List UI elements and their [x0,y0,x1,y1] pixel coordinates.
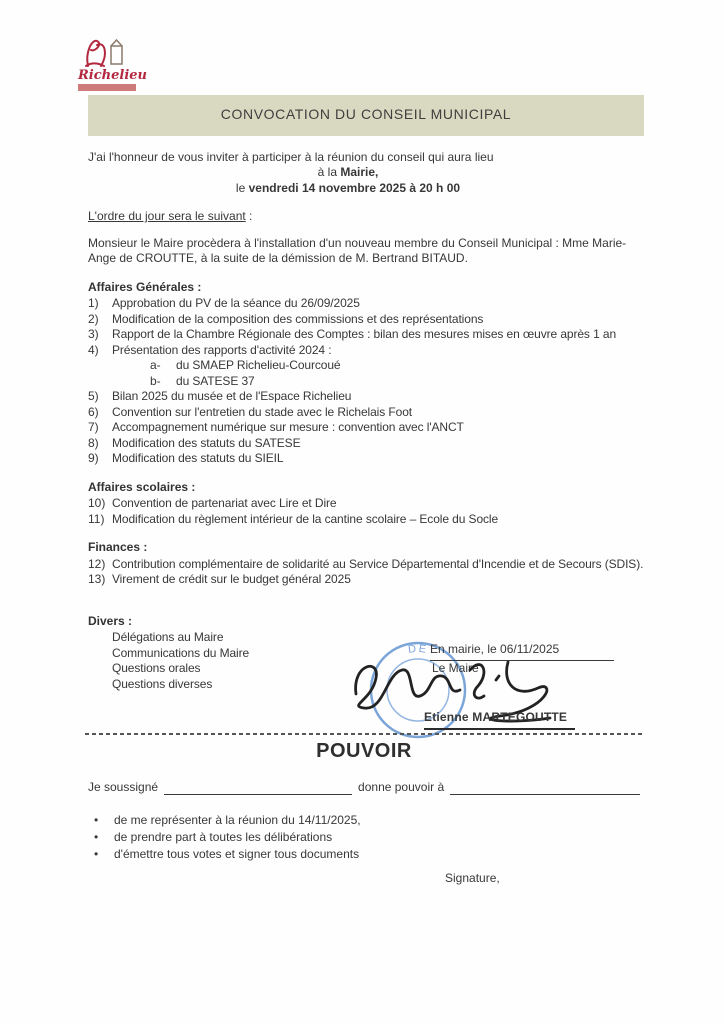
installation-paragraph: Monsieur le Maire procèdera à l'installation d'un nouveau membre du Conseil Municipal : Mme Marie-Ange de CROUTTE, à la suite de la démission de M. Bertrand BITAUD. [88,235,627,265]
agenda-item [88,420,644,436]
section-heading: Affaires Générales : [88,279,202,294]
bullet-text: d'émettre tous votes et signer tous documents [114,847,360,861]
agenda-item [88,572,644,588]
bullet-icon: • [94,830,99,844]
agenda-item-text: Accompagnement numérique sur mesure : convention avec l'ANCT [112,420,464,434]
agenda-item-text: Convention sur l'entretien du stade avec le Richelais Foot [112,404,412,419]
agenda-item [88,296,644,312]
agenda-item-number: 5) [88,389,99,403]
agenda-item-number: 13) [88,572,106,586]
agenda-item [88,496,644,512]
title-banner [88,95,644,136]
signature-label: Signature, [445,871,500,885]
agenda-section-finances [88,540,644,588]
pouvoir-title: POUVOIR [316,740,412,762]
bullet-icon: • [94,813,99,827]
agenda-item-text: du SMAEP Richelieu-Courcoué [176,358,341,372]
agenda-item [88,405,644,421]
agenda-item-number: 9) [88,451,99,465]
undersigned-label: Je soussigné [88,779,159,794]
list-item [94,846,640,863]
bullet-text: de prendre part à toutes les délibérations [114,830,333,844]
signer-name: Etienne MARTEGOUTTE [424,710,575,730]
signature-block [0,636,724,738]
tear-off-divider [85,733,642,735]
agenda-item [88,451,644,467]
intro-line1: J'ai l'honneur de vous inviter à participer à la réunion du conseil qui aura lieu [88,149,494,164]
agenda-item-text: Modification des statuts du SATESE [112,435,301,450]
grant-label: donne pouvoir à [358,779,445,794]
agenda-item-text: Virement de crédit sur le budget général 2025 [112,572,351,586]
agenda-item-text: Questions diverses [112,676,213,691]
pouvoir-section [88,740,640,887]
agenda-item [88,327,644,343]
place-date-line: En mairie, le 06/11/2025 [430,642,614,661]
bullet-text: de me représenter à la réunion du 14/11/2025, [114,813,361,827]
agenda-item [88,343,644,359]
section-heading: Finances : [88,540,148,554]
order-of-day-heading: L'ordre du jour sera le suivant : [88,209,253,223]
agenda-item-number: 3) [88,327,99,341]
tower-icon [111,46,122,64]
signer-role: Le Maire [432,661,479,675]
richelieu-logo [78,36,148,91]
agenda-item-text: Convention de partenariat avec Lire et Dire [112,496,337,510]
undersigned-name-blank [164,780,352,795]
agenda-item-number: 6) [88,404,99,419]
agenda-item-number: 4) [88,342,99,357]
agenda-section-affaires-generales [88,280,644,467]
agenda-item-text: Rapport de la Chambre Régionale des Comptes : bilan des mesures mises en œuvre après 1 an [112,327,617,341]
agenda-list [88,557,644,588]
agenda-item-number: 11) [88,511,105,526]
agenda-item [150,358,644,374]
intro-line3: le vendredi 14 novembre 2025 à 20 h 00 [235,180,461,195]
proxy-fill-row [88,780,640,796]
agenda-item-number: 2) [88,311,99,326]
intro-paragraph [88,150,608,197]
agenda-item-text: Communications du Maire [112,645,250,660]
agenda-item-text: Modification de la composition des commissions et des représentations [112,311,484,326]
agenda-item-text: Contribution complémentaire de solidarité au Service Départemental d'Incendie et de Secours (SDIS). [112,556,644,571]
agenda-item [150,374,644,390]
agenda-item [88,512,644,528]
proxy-rights-list [88,812,640,863]
list-item [94,812,640,829]
agenda-item [88,389,644,405]
bullet-icon: • [94,847,99,861]
agenda-item-number: 8) [88,435,99,450]
intro-line2: à la Mairie, [317,165,379,179]
agenda-item-text: du SATESE 37 [176,373,255,388]
agenda-item-text: Présentation des rapports d'activité 2024 : [112,342,332,357]
agenda-item-text: Modification des statuts du SIEIL [112,451,284,465]
logo-banner-strip [78,84,136,91]
agenda-item [88,557,644,573]
list-item [94,829,640,846]
agenda-section-affaires-scolaires [88,480,644,528]
agenda-item [88,436,644,452]
document-title: CONVOCATION DU CONSEIL MUNICIPAL [220,106,512,123]
agenda-item-text: Délégations au Maire [112,630,224,644]
agenda-list [88,296,644,467]
logo-wordmark: Richelieu [78,67,147,83]
agenda-item-text: Bilan 2025 du musée et de l'Espace Richelieu [112,389,352,403]
cardinal-figure-icon [78,36,128,68]
section-heading: Divers : [88,613,133,628]
agenda-item-number: 1) [88,296,99,310]
agenda-item-text: Modification du règlement intérieur de la cantine scolaire – Ecole du Socle [112,511,499,526]
agenda-item-text: Questions orales [112,661,201,675]
agenda-item-number: 12) [88,556,106,571]
agenda-item-number: b- [150,373,161,388]
section-heading: Affaires scolaires : [88,479,196,494]
agenda-item [88,312,644,328]
stamp-text-fragment: DE [407,642,429,656]
agenda-item-number: 10) [88,496,106,510]
agenda-list [88,496,644,527]
agenda-item-number: 7) [88,420,99,434]
agenda-item-text: Approbation du PV de la séance du 26/09/2025 [112,296,360,310]
proxy-name-blank [450,780,640,795]
agenda-item-number: a- [150,358,161,372]
